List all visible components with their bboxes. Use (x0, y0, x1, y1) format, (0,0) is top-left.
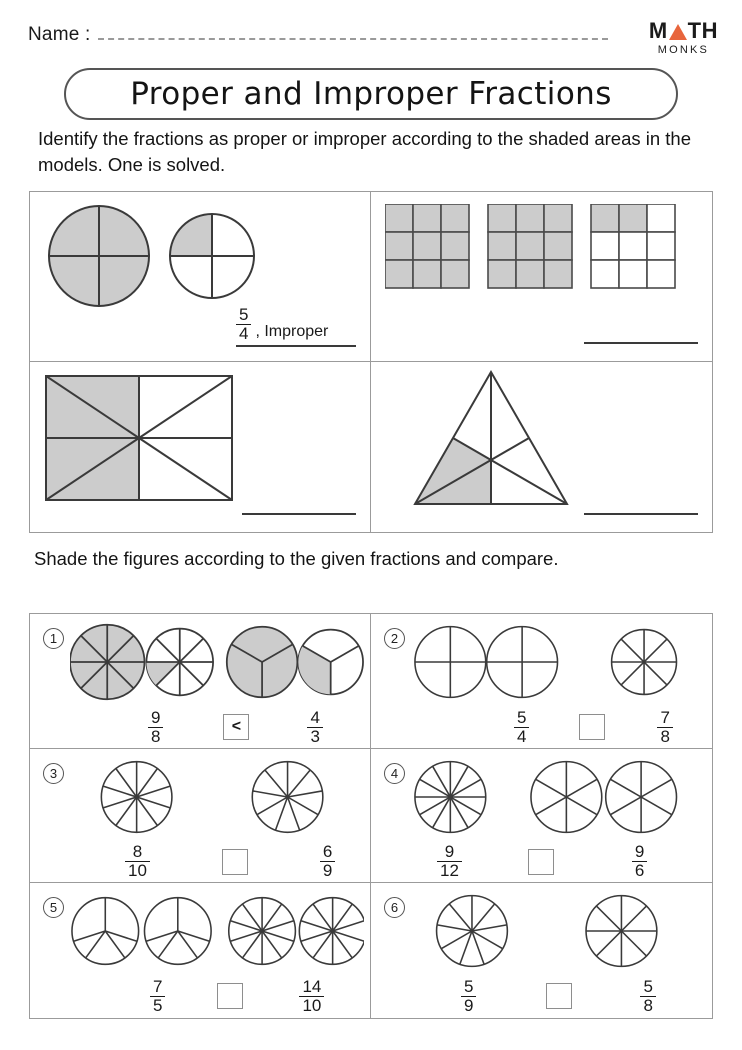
fraction-numerator: 5 (239, 305, 249, 325)
fraction-numerator: 5 (643, 976, 653, 996)
instruction-section-2: Shade the figures according to the given fractions and compare. (34, 548, 559, 569)
q3-left-fraction (125, 843, 150, 880)
name-label: Name : (28, 24, 91, 45)
question-number-4: 4 (384, 763, 405, 784)
q6-shapes (411, 891, 706, 971)
fraction-denominator: 4 (514, 727, 529, 746)
fraction-numerator: 5 (517, 707, 527, 727)
question-number-2: 2 (384, 628, 405, 649)
q4-circles-svg[interactable] (411, 757, 706, 837)
triangle-icon (669, 24, 687, 40)
fraction-numerator: 4 (310, 707, 320, 727)
q5-shapes (70, 891, 364, 971)
solved-answer-circles (236, 306, 356, 347)
q3-circles-svg[interactable] (70, 757, 364, 837)
identify-fractions-table (29, 191, 713, 533)
compare-cell-5 (30, 883, 371, 1018)
page-header (0, 0, 742, 62)
q4-comparison-box[interactable] (528, 849, 554, 875)
q2-shapes (411, 622, 706, 702)
fraction-denominator: 9 (320, 861, 335, 880)
fraction-numerator: 9 (444, 842, 455, 862)
q2-comparison-box[interactable] (579, 714, 605, 740)
fraction-denominator: 10 (299, 996, 324, 1015)
q1-comparison-box[interactable]: < (223, 714, 249, 740)
question-number-1: 1 (43, 628, 64, 649)
q6-circles-svg[interactable] (411, 891, 706, 971)
triangle-sixths-figure (411, 368, 571, 508)
q3-labels (70, 839, 364, 884)
question-number-6: 6 (384, 897, 405, 918)
rectangle-eighths-figure (44, 374, 239, 504)
q6-labels (411, 973, 706, 1018)
name-field-row (28, 24, 608, 46)
fraction-numerator: 9 (151, 707, 161, 727)
fraction-5-4 (236, 306, 251, 343)
q2-right-fraction (657, 709, 672, 746)
worksheet-title-pill (64, 68, 678, 120)
logo-wordmark (649, 20, 718, 42)
fraction-denominator: 8 (657, 727, 672, 746)
q2-left-fraction (514, 709, 529, 746)
math-monks-logo (649, 20, 718, 56)
shade-and-compare-table (29, 613, 713, 1019)
answer-line-rectangle[interactable] (242, 513, 356, 515)
name-input-line[interactable] (98, 28, 608, 40)
fraction-numerator: 8 (132, 842, 143, 862)
q4-labels (411, 839, 706, 884)
q1-shapes (70, 622, 364, 702)
identify-cell-triangle (371, 362, 712, 532)
q1-circles-svg[interactable] (70, 622, 364, 702)
instruction-section-1: Identify the fractions as proper or improper according to the shaded areas in the models. One is solved. (38, 128, 692, 175)
circles-quarters-figure (44, 204, 274, 309)
q5-right-fraction (299, 978, 324, 1015)
fraction-numerator: 6 (322, 842, 333, 862)
circles-quarters-svg (44, 204, 274, 309)
identify-cell-squares (371, 192, 712, 362)
compare-cell-1 (30, 614, 371, 749)
triangle-sixths-svg (411, 368, 571, 508)
fraction-denominator: 3 (307, 727, 322, 746)
fraction-denominator: 9 (461, 996, 476, 1015)
compare-cell-6 (371, 883, 712, 1018)
fraction-numerator: 7 (153, 976, 163, 996)
fraction-denominator: 8 (640, 996, 655, 1015)
answer-line-triangle[interactable] (584, 513, 698, 515)
fraction-numerator: 14 (302, 976, 322, 996)
q4-right-fraction (632, 843, 647, 880)
square-grids-svg (385, 204, 695, 294)
logo-subtitle: MONKS (657, 44, 710, 56)
q2-labels (411, 704, 706, 749)
answer-line-squares[interactable] (584, 342, 698, 344)
compare-cell-2 (371, 614, 712, 749)
question-number-5: 5 (43, 897, 64, 918)
fraction-denominator: 4 (236, 324, 251, 343)
q1-right-fraction (307, 709, 322, 746)
q4-left-fraction (437, 843, 462, 880)
q5-comparison-box[interactable] (217, 983, 243, 1009)
solved-answer-label: , Improper (255, 323, 329, 340)
rectangle-eighths-svg (44, 374, 239, 504)
compare-cell-3 (30, 749, 371, 884)
q5-labels (70, 973, 364, 1018)
q5-circles-svg[interactable] (70, 891, 364, 971)
fraction-denominator: 12 (437, 861, 462, 880)
q3-shapes (70, 757, 364, 837)
fraction-denominator: 10 (125, 861, 150, 880)
q5-left-fraction (150, 978, 165, 1015)
question-number-3: 3 (43, 763, 64, 784)
q6-right-fraction (640, 978, 655, 1015)
q1-labels (70, 704, 364, 749)
page-title: Proper and Improper Fractions (130, 76, 612, 112)
fraction-numerator: 5 (464, 976, 474, 996)
fraction-numerator: 9 (634, 842, 645, 862)
fraction-denominator: 6 (632, 861, 647, 880)
logo-text-left: M (648, 18, 668, 43)
q6-comparison-box[interactable] (546, 983, 572, 1009)
logo-text-right: TH (687, 18, 718, 43)
identify-cell-circles (30, 192, 371, 362)
q3-right-fraction (320, 843, 335, 880)
q3-comparison-box[interactable] (222, 849, 248, 875)
identify-cell-rectangle (30, 362, 371, 532)
q2-circles-svg[interactable] (411, 622, 706, 702)
q1-left-fraction (148, 709, 163, 746)
compare-cell-4 (371, 749, 712, 884)
q4-shapes (411, 757, 706, 837)
q6-left-fraction (461, 978, 476, 1015)
fraction-numerator: 7 (660, 707, 670, 727)
square-grids-figure (385, 204, 695, 294)
fraction-denominator: 8 (148, 727, 163, 746)
fraction-denominator: 5 (150, 996, 165, 1015)
